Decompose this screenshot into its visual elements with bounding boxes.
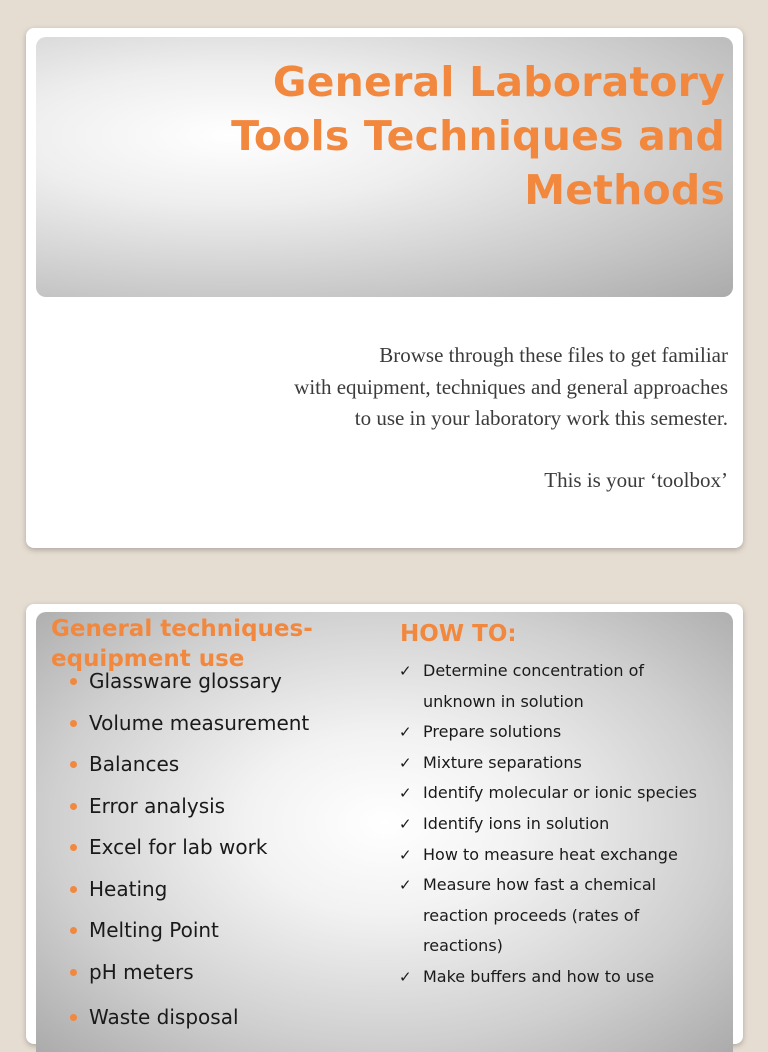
bullet-dot-icon bbox=[70, 720, 77, 727]
content-slide bbox=[26, 604, 743, 1044]
list-item-label: Excel for lab work bbox=[89, 835, 268, 859]
checklist-item bbox=[398, 870, 718, 962]
checklist-item bbox=[398, 748, 718, 779]
bullet-dot-icon bbox=[70, 678, 77, 685]
checkmark-icon: ✓ bbox=[399, 814, 412, 833]
list-item bbox=[70, 709, 309, 751]
list-item-label: Glassware glossary bbox=[89, 669, 282, 693]
checkmark-icon: ✓ bbox=[399, 662, 412, 680]
list-item-label: Heating bbox=[89, 876, 168, 901]
checkmark-icon: ✓ bbox=[399, 753, 412, 772]
list-item-label: Balances bbox=[89, 752, 180, 776]
checkmark-icon: ✓ bbox=[399, 876, 412, 895]
slide-subtitle bbox=[88, 340, 728, 496]
heading-line: equipment use bbox=[51, 646, 245, 672]
checklist-item-label: Prepare solutions bbox=[423, 722, 562, 742]
list-item bbox=[70, 833, 309, 875]
bullet-dot-icon bbox=[70, 927, 77, 934]
list-item-label: Volume measurement bbox=[89, 710, 310, 735]
bullet-dot-icon bbox=[70, 886, 77, 893]
list-item-label: pH meters bbox=[89, 959, 194, 984]
list-item bbox=[70, 916, 309, 958]
checkmark-icon: ✓ bbox=[399, 784, 412, 803]
checklist-item bbox=[398, 962, 718, 993]
checklist-item-label: How to measure heat exchange bbox=[423, 844, 678, 864]
list-item-label: Error analysis bbox=[89, 793, 226, 818]
list-item bbox=[70, 958, 309, 1000]
bullet-dot-icon bbox=[70, 803, 77, 810]
list-item bbox=[70, 667, 309, 709]
techniques-heading bbox=[51, 614, 313, 674]
content-panel bbox=[36, 612, 733, 1052]
bullet-dot-icon bbox=[70, 1014, 77, 1021]
title-line: Methods bbox=[524, 166, 725, 214]
checklist-item bbox=[398, 717, 718, 748]
techniques-list bbox=[70, 667, 309, 1045]
how-to-list bbox=[398, 656, 718, 993]
subtitle-line: Browse through these files to get familiar bbox=[379, 343, 728, 367]
list-item bbox=[70, 875, 309, 917]
checkmark-icon: ✓ bbox=[399, 723, 412, 742]
checkmark-icon: ✓ bbox=[399, 845, 412, 864]
title-panel bbox=[36, 37, 733, 297]
list-item bbox=[70, 792, 309, 834]
checklist-item-label: Measure how fast a chemical reaction proceeds (rates of reactions) bbox=[423, 875, 657, 956]
checkmark-icon: ✓ bbox=[399, 967, 412, 986]
subtitle-line: with equipment, techniques and general approaches bbox=[294, 374, 728, 399]
list-item-label: Waste disposal bbox=[89, 1005, 239, 1029]
toolbox-line: This is your ‘toolbox’ bbox=[544, 467, 728, 492]
checklist-item-label: Determine concentration of unknown in solution bbox=[423, 661, 644, 711]
checklist-item bbox=[398, 778, 718, 809]
checklist-item bbox=[398, 840, 718, 871]
title-line: General Laboratory bbox=[272, 58, 725, 106]
checklist-item-label: Identify ions in solution bbox=[423, 813, 610, 833]
checklist-item bbox=[398, 809, 718, 840]
checklist-item bbox=[398, 656, 718, 717]
subtitle-line: to use in your laboratory work this semester. bbox=[354, 406, 728, 430]
bullet-dot-icon bbox=[70, 969, 77, 976]
title-slide bbox=[26, 28, 743, 548]
bullet-dot-icon bbox=[70, 844, 77, 851]
checklist-item-label: Make buffers and how to use bbox=[423, 966, 655, 986]
title-line: Tools Techniques and bbox=[231, 112, 725, 160]
slide-title bbox=[85, 55, 725, 217]
list-item bbox=[70, 750, 309, 792]
checklist-item-label: Mixture separations bbox=[423, 752, 582, 772]
how-to-heading: HOW TO: bbox=[400, 621, 517, 647]
list-item-label: Melting Point bbox=[89, 918, 219, 942]
bullet-dot-icon bbox=[70, 761, 77, 768]
checklist-item-label: Identify molecular or ionic species bbox=[423, 783, 697, 803]
heading-line: General techniques- bbox=[51, 616, 313, 642]
